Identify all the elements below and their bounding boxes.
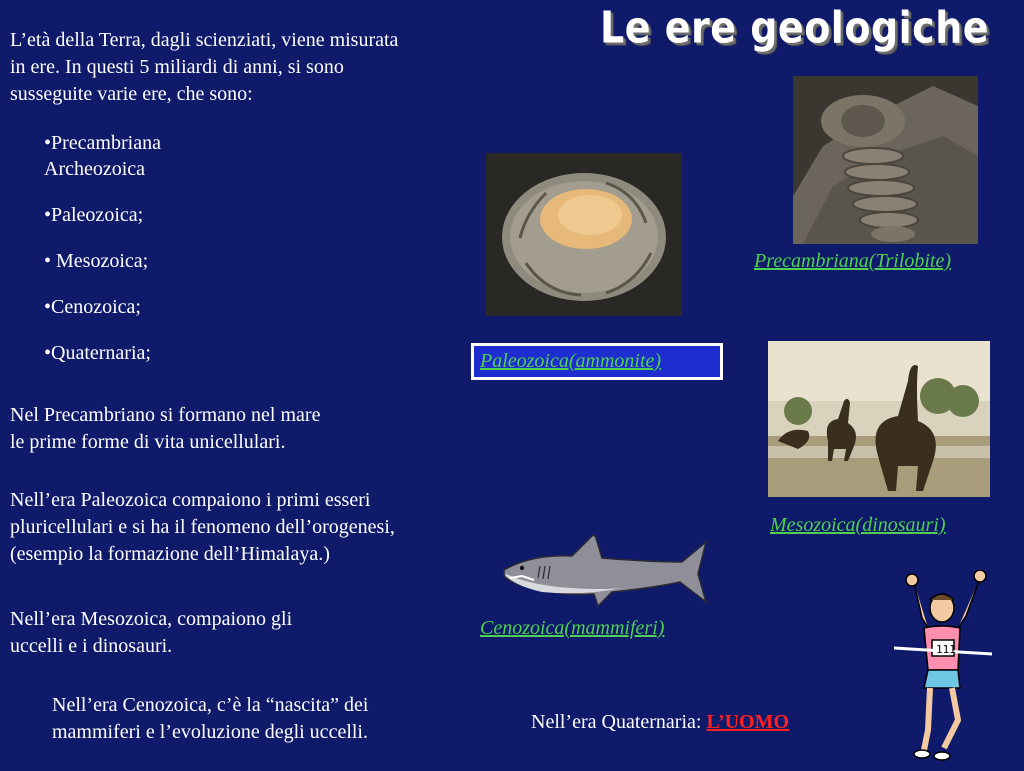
paragraph-line: Nel Precambriano si formano nel mare — [10, 404, 321, 426]
intro-line: in ere. In questi 5 miliardi di anni, si sono — [10, 56, 344, 78]
intro-text — [10, 27, 398, 108]
list-item: •Paleozoica; — [44, 204, 144, 226]
caption-dinosauri: Mesozoica(dinosauri) — [770, 514, 946, 536]
ammonite-icon — [486, 153, 682, 316]
paragraph-paleozoica — [10, 487, 395, 568]
trilobite-image — [793, 76, 978, 244]
dinosaur-image — [768, 341, 990, 497]
paragraph-line: le prime forme di vita unicellulari. — [10, 431, 286, 453]
list-item: •Quaternaria; — [44, 342, 151, 364]
era-name: •Precambriana — [44, 132, 161, 154]
era-name: Archeozoica — [44, 158, 146, 180]
shark-icon — [502, 532, 708, 612]
paragraph-line: Nell’era Mesozoica, compaiono gli — [10, 608, 293, 630]
runner-image — [894, 570, 992, 766]
trilobite-icon — [793, 76, 978, 244]
paragraph-line: Nell’era Paleozoica compaiono i primi esseri — [10, 489, 371, 511]
highlight-uomo: L’UOMO — [706, 711, 790, 733]
shark-image — [502, 532, 708, 612]
paragraph-line: Nell’era Cenozoica, c’è la “nascita” dei — [52, 694, 369, 716]
paragraph-line: uccelli e i dinosauri. — [10, 635, 173, 657]
paragraph-cenozoica — [52, 692, 368, 746]
dinosaur-icon — [768, 341, 990, 497]
paragraph-mesozoica — [10, 606, 292, 660]
paragraph-line: Nell’era Quaternaria: — [531, 711, 707, 733]
list-item: •Cenozoica; — [44, 296, 141, 318]
paragraph-quaternaria — [531, 709, 789, 736]
intro-line: susseguite varie ere, che sono: — [10, 83, 253, 105]
caption-mammiferi: Cenozoica(mammiferi) — [480, 617, 665, 639]
intro-line: L’età della Terra, dagli scienziati, viene misurata — [10, 29, 399, 51]
era-list — [44, 130, 161, 386]
list-item: • Mesozoica; — [44, 250, 149, 272]
ammonite-image — [486, 153, 682, 316]
paragraph-line: (esempio la formazione dell’Himalaya.) — [10, 543, 330, 565]
paragraph-precambriano — [10, 402, 320, 456]
page-title: Le ere geologiche — [600, 2, 990, 53]
list-item — [44, 130, 161, 182]
paragraph-line: mammiferi e l’evoluzione degli uccelli. — [52, 721, 368, 743]
caption-trilobite: Precambriana(Trilobite) — [754, 250, 952, 272]
runner-bib: 111 — [936, 643, 956, 656]
paragraph-line: pluricellulari e si ha il fenomeno dell’orogenesi, — [10, 516, 395, 538]
caption-ammonite-box — [471, 343, 723, 380]
runner-icon — [894, 570, 992, 766]
caption-ammonite: Paleozoica(ammonite) — [480, 350, 662, 372]
